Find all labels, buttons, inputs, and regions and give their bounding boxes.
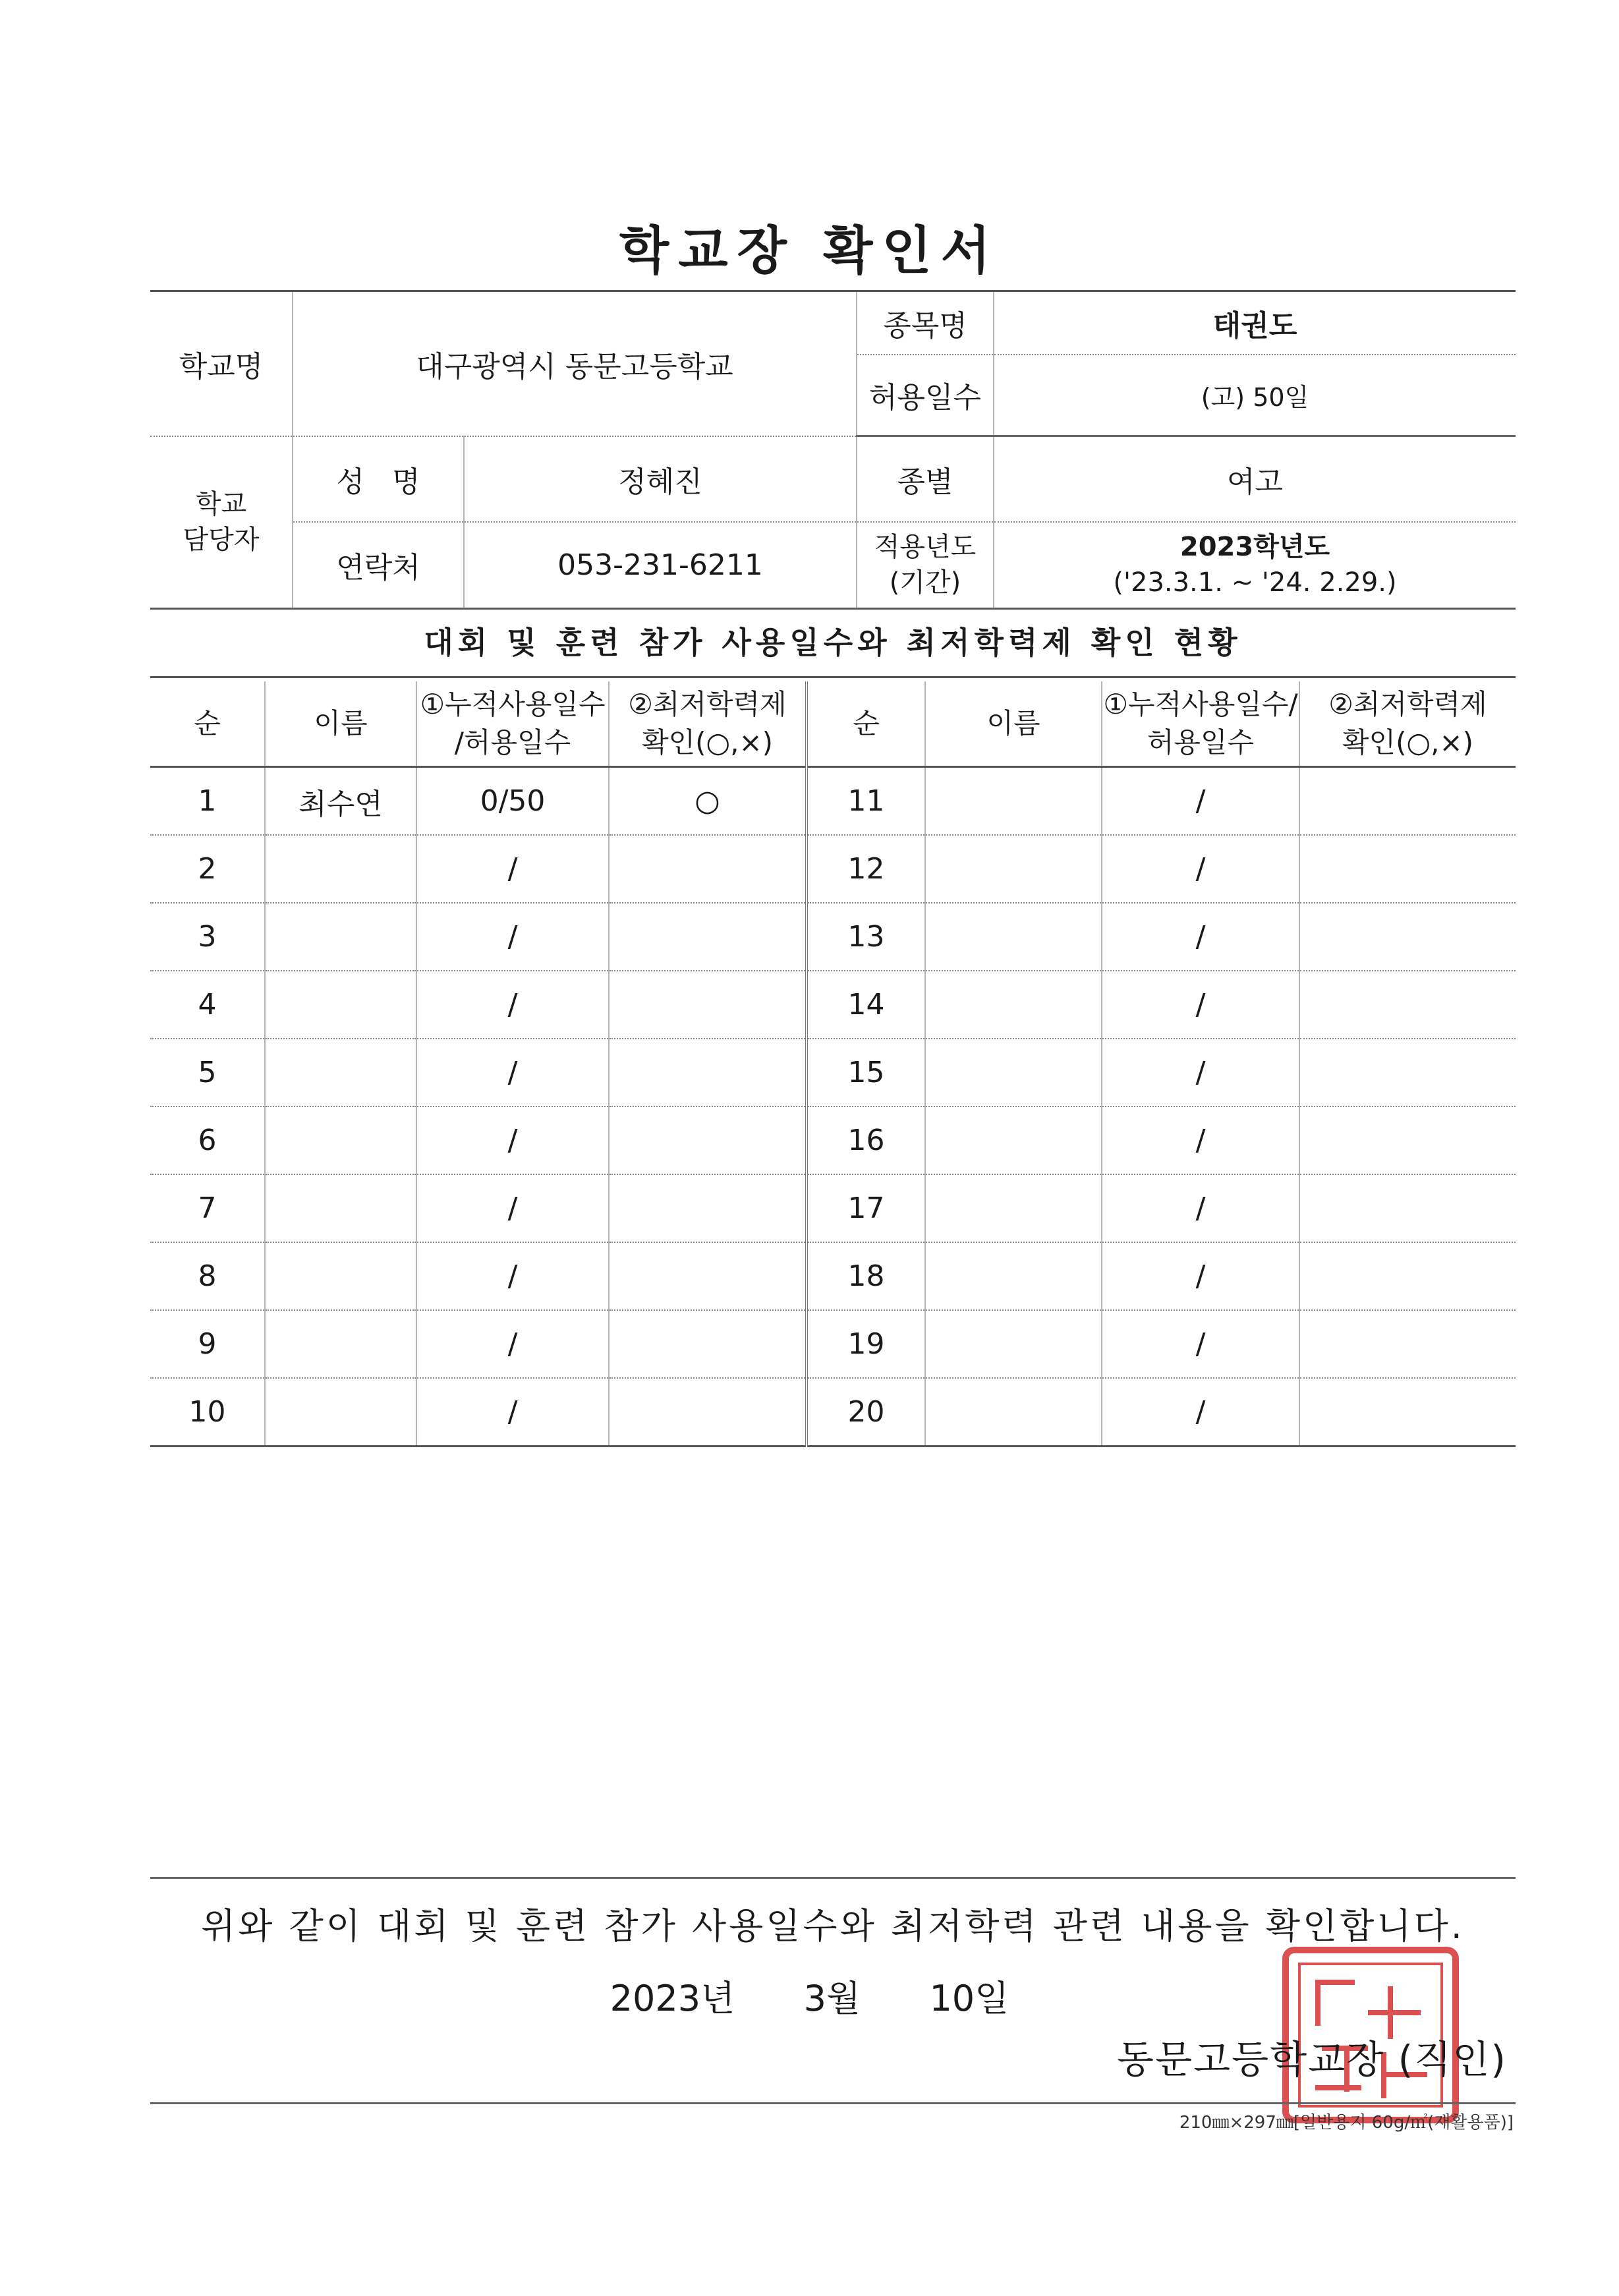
- row-check-right: [1299, 1310, 1516, 1378]
- row-check-right: [1299, 1106, 1516, 1174]
- row-check-right: [1299, 903, 1516, 971]
- row-no-left: 10: [150, 1378, 265, 1447]
- school-info-table: [150, 290, 1516, 610]
- row-used-right: /: [1102, 1242, 1299, 1310]
- issue-date-month: 3월: [803, 1978, 861, 2019]
- row-check-left: [609, 971, 807, 1039]
- row-name-left: [265, 1174, 416, 1242]
- contact-group-label-2: 담당자: [183, 525, 260, 556]
- table-row: [150, 1174, 1516, 1242]
- row-check-left: [609, 1242, 807, 1310]
- table-row: [150, 1378, 1516, 1447]
- contact-group-label: [150, 436, 293, 609]
- issue-date-year: 2023년: [610, 1978, 735, 2019]
- header-no-right: 순: [807, 681, 925, 767]
- table-row: [150, 903, 1516, 971]
- header-used-right-2: 허용일수: [1147, 726, 1255, 759]
- roster-body: [150, 767, 1516, 1447]
- section-title: 대회 및 훈련 참가 사용일수와 최저학력제 확인 현황: [150, 609, 1516, 678]
- row-no-right: 11: [807, 767, 925, 836]
- period-value: ('23.3.1. ~ '24. 2.29.): [1113, 567, 1397, 598]
- row-name-left: [265, 1310, 416, 1378]
- row-name-right: [925, 1242, 1102, 1310]
- row-used-left: /: [416, 1242, 609, 1310]
- row-used-left: /: [416, 1106, 609, 1174]
- row-used-right: /: [1102, 767, 1299, 836]
- row-name-left: [265, 1378, 416, 1447]
- table-row: [150, 1310, 1516, 1378]
- row-used-left: 0/50: [416, 767, 609, 836]
- roster-table: [150, 681, 1516, 1447]
- contact-name-value: 정혜진: [464, 436, 857, 522]
- contact-phone-label: 연락처: [293, 522, 464, 609]
- header-check-right: [1299, 681, 1516, 767]
- row-check-left: ○: [609, 767, 807, 836]
- header-used-left: [416, 681, 609, 767]
- table-row: [150, 1039, 1516, 1106]
- row-check-left: [609, 1378, 807, 1447]
- header-used-left-1: ①누적사용일수: [420, 688, 606, 720]
- header-used-right: [1102, 681, 1299, 767]
- sport-label: 종목명: [857, 291, 994, 355]
- row-name-right: [925, 767, 1102, 836]
- contact-name-label: 성 명: [293, 436, 464, 522]
- row-used-right: /: [1102, 971, 1299, 1039]
- header-name-right: 이름: [925, 681, 1102, 767]
- contact-group-label-1: 학교: [195, 489, 247, 520]
- row-no-left: 3: [150, 903, 265, 971]
- row-no-right: 17: [807, 1174, 925, 1242]
- year-value-cell: [994, 522, 1516, 609]
- row-no-right: 19: [807, 1310, 925, 1378]
- row-no-right: 13: [807, 903, 925, 971]
- header-no-left: 순: [150, 681, 265, 767]
- header-check-left: [609, 681, 807, 767]
- row-no-left: 1: [150, 767, 265, 836]
- row-check-right: [1299, 1174, 1516, 1242]
- school-name-value: 대구광역시 동문고등학교: [293, 291, 857, 436]
- row-check-right: [1299, 971, 1516, 1039]
- row-used-left: /: [416, 1039, 609, 1106]
- signer-name: 동문고등학교장 (직인): [1117, 2037, 1507, 2082]
- row-check-left: [609, 835, 807, 903]
- year-label-1: 적용년도: [874, 532, 977, 563]
- row-used-left: /: [416, 1378, 609, 1447]
- issue-date-day: 10일: [929, 1978, 1009, 2019]
- row-used-left: /: [416, 971, 609, 1039]
- row-no-right: 20: [807, 1378, 925, 1447]
- confirmation-text: 위와 같이 대회 및 훈련 참가 사용일수와 최저학력 관련 내용을 확인합니다.: [201, 1905, 1465, 1947]
- row-check-left: [609, 1106, 807, 1174]
- row-no-left: 9: [150, 1310, 265, 1378]
- year-label: [857, 522, 994, 609]
- header-check-left-1: ②최저학력제: [628, 688, 787, 720]
- row-used-right: /: [1102, 1106, 1299, 1174]
- table-row: [150, 1106, 1516, 1174]
- row-used-left: /: [416, 1174, 609, 1242]
- row-used-left: /: [416, 835, 609, 903]
- row-name-right: [925, 1106, 1102, 1174]
- row-name-right: [925, 971, 1102, 1039]
- row-no-left: 4: [150, 971, 265, 1039]
- document-title: 학교장 확인서: [619, 221, 1000, 281]
- row-used-right: /: [1102, 1174, 1299, 1242]
- row-check-right: [1299, 835, 1516, 903]
- row-no-left: 5: [150, 1039, 265, 1106]
- row-name-left: [265, 1039, 416, 1106]
- footer-top-divider: [150, 1877, 1516, 1879]
- header-used-right-1: ①누적사용일수/: [1103, 688, 1298, 720]
- year-label-2: (기간): [889, 567, 961, 598]
- row-no-right: 16: [807, 1106, 925, 1174]
- table-row: [150, 767, 1516, 836]
- header-check-right-1: ②최저학력제: [1328, 688, 1487, 720]
- row-no-left: 8: [150, 1242, 265, 1310]
- header-check-right-2: 확인(○,×): [1342, 726, 1474, 759]
- row-no-left: 6: [150, 1106, 265, 1174]
- sport-value: 태권도: [994, 291, 1516, 355]
- row-used-left: /: [416, 903, 609, 971]
- row-used-right: /: [1102, 1378, 1299, 1447]
- row-name-right: [925, 1310, 1102, 1378]
- row-check-left: [609, 903, 807, 971]
- row-check-left: [609, 1039, 807, 1106]
- row-check-right: [1299, 767, 1516, 836]
- row-check-right: [1299, 1039, 1516, 1106]
- table-row: [150, 971, 1516, 1039]
- row-name-left: [265, 1242, 416, 1310]
- row-name-left: 최수연: [265, 767, 416, 836]
- row-name-left: [265, 903, 416, 971]
- row-no-right: 12: [807, 835, 925, 903]
- roster-header-row: [150, 681, 1516, 767]
- paper-spec-footnote: 210㎜×297㎜[일반용지 60g/㎡(재활용품)]: [1179, 2113, 1514, 2133]
- row-name-left: [265, 1106, 416, 1174]
- row-name-right: [925, 903, 1102, 971]
- footer-bottom-divider: [150, 2102, 1516, 2104]
- header-check-left-2: 확인(○,×): [641, 726, 774, 759]
- contact-phone-value: 053-231-6211: [464, 522, 857, 609]
- table-row: [150, 1242, 1516, 1310]
- row-used-right: /: [1102, 903, 1299, 971]
- row-no-right: 18: [807, 1242, 925, 1310]
- row-check-left: [609, 1174, 807, 1242]
- type-value: 여고: [994, 436, 1516, 522]
- year-value: 2023학년도: [1179, 532, 1330, 563]
- row-used-right: /: [1102, 835, 1299, 903]
- allowed-days-value: (고) 50일: [994, 355, 1516, 436]
- row-used-right: /: [1102, 1039, 1299, 1106]
- row-check-right: [1299, 1378, 1516, 1447]
- allowed-days-label: 허용일수: [857, 355, 994, 436]
- header-used-left-2: /허용일수: [454, 726, 571, 759]
- row-used-right: /: [1102, 1310, 1299, 1378]
- type-label: 종별: [857, 436, 994, 522]
- row-check-right: [1299, 1242, 1516, 1310]
- row-name-right: [925, 1039, 1102, 1106]
- row-no-right: 15: [807, 1039, 925, 1106]
- row-name-right: [925, 1378, 1102, 1447]
- row-no-left: 2: [150, 835, 265, 903]
- row-name-right: [925, 1174, 1102, 1242]
- row-used-left: /: [416, 1310, 609, 1378]
- row-name-left: [265, 971, 416, 1039]
- row-name-right: [925, 835, 1102, 903]
- school-name-label: 학교명: [150, 291, 293, 436]
- row-check-left: [609, 1310, 807, 1378]
- table-row: [150, 835, 1516, 903]
- row-name-left: [265, 835, 416, 903]
- header-name-left: 이름: [265, 681, 416, 767]
- row-no-left: 7: [150, 1174, 265, 1242]
- row-no-right: 14: [807, 971, 925, 1039]
